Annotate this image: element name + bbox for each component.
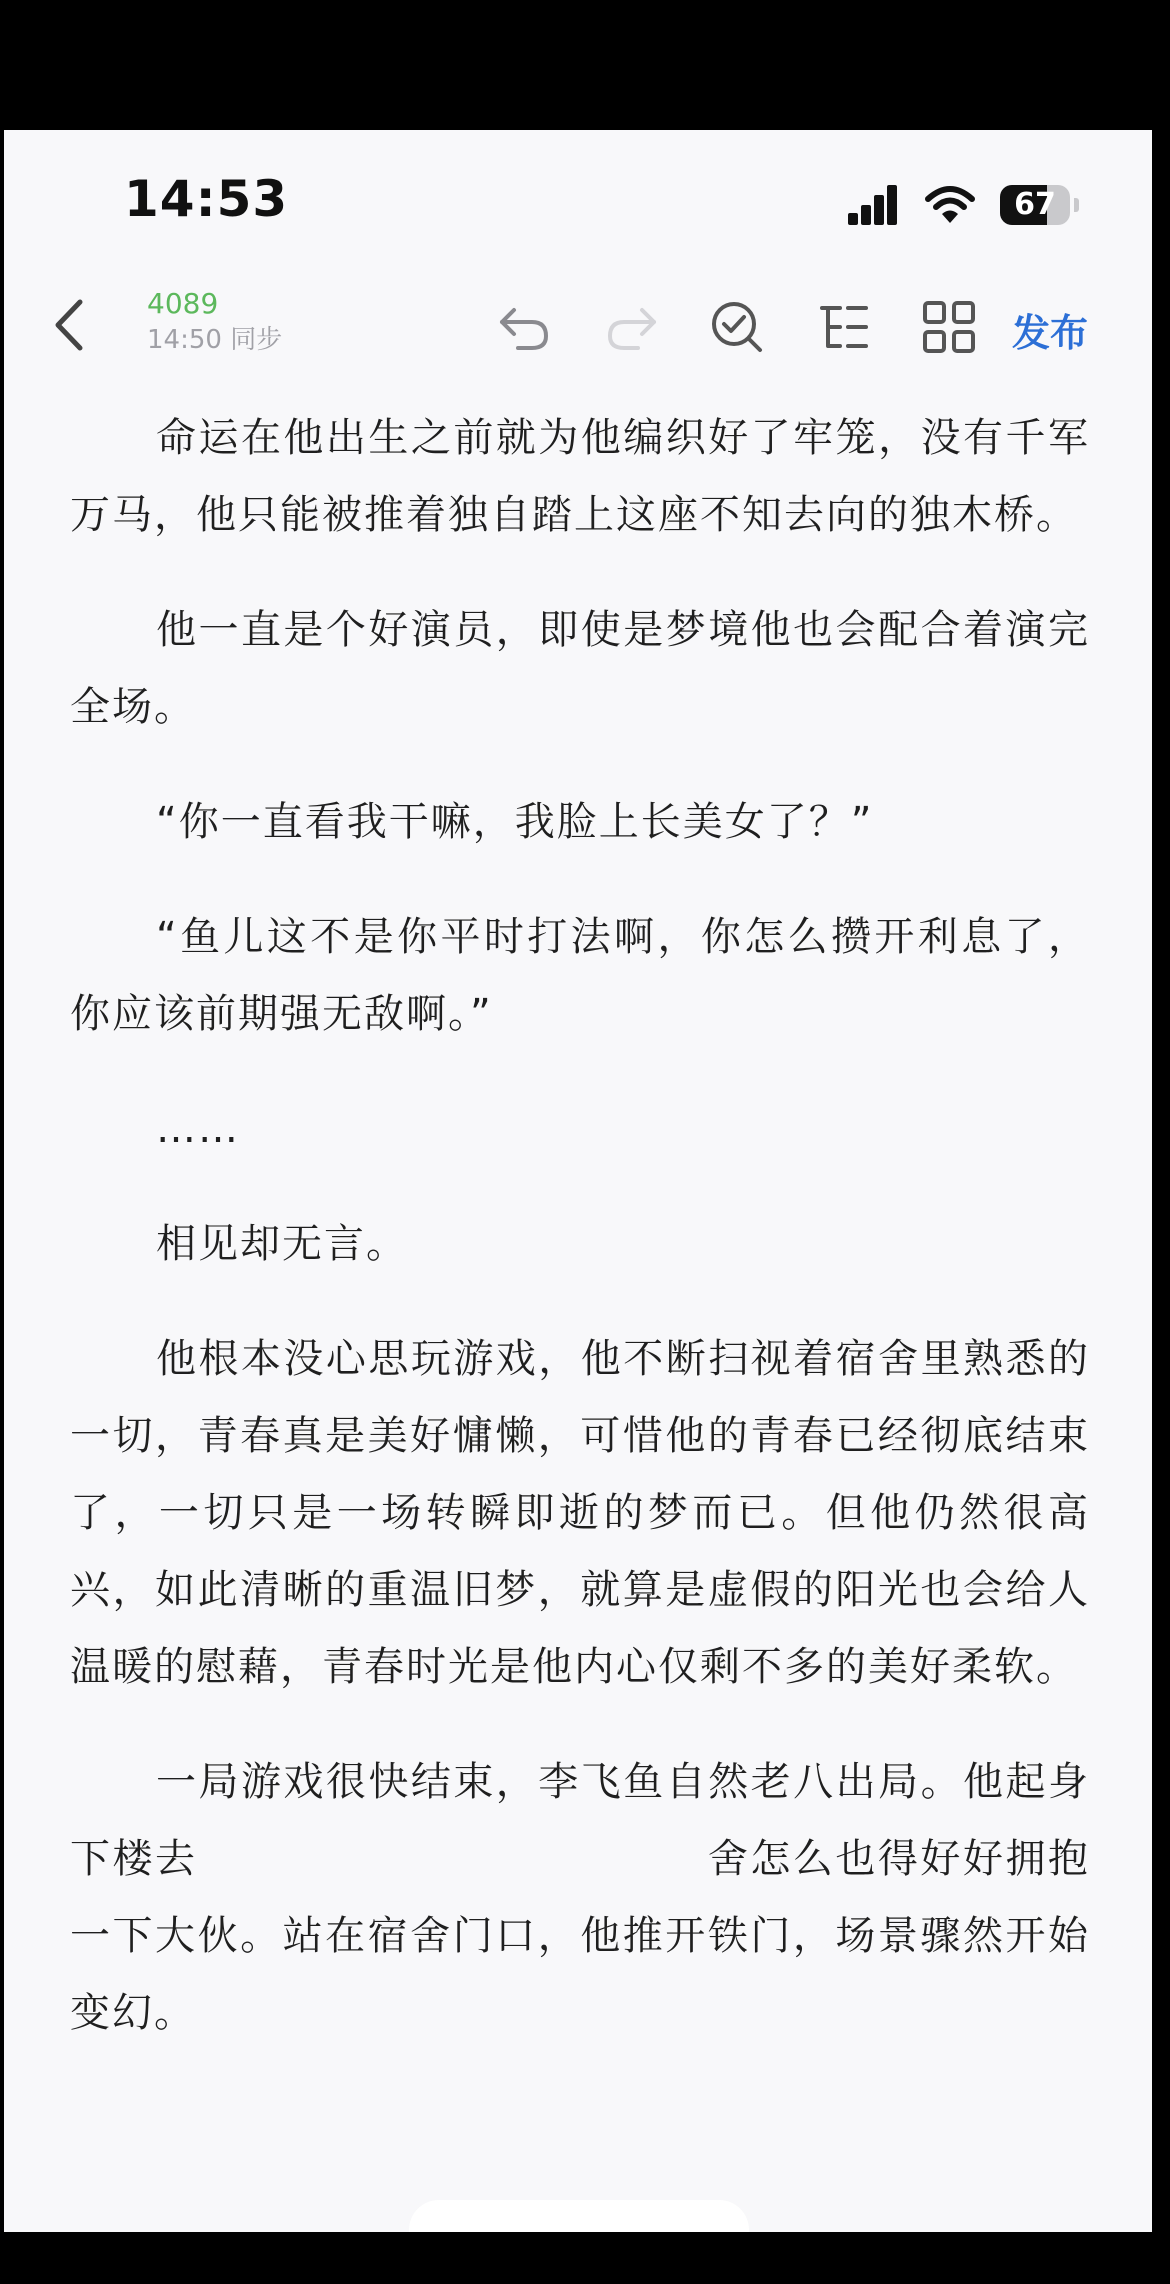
paragraph-7[interactable]: 他根本没心思玩游戏，他不断扫视着宿舍里熟悉的一切，青春真是美好慵懒，可惜他的青春已经彻底结束了，一切只是一场转瞬即逝的梦而已。但他仍然很高兴，如此清晰的重温旧梦，就算是虚假的阳光也会给人温暖的慰藉，青春时光是他内心仅剩不多的美好柔软。 bbox=[70, 1336, 1090, 1690]
grid-icon bbox=[920, 298, 978, 356]
check-search-icon bbox=[708, 298, 766, 356]
back-icon bbox=[44, 290, 104, 360]
publish-button[interactable]: 发布 bbox=[1012, 311, 1089, 355]
wifi-icon bbox=[924, 185, 976, 225]
status-icons bbox=[840, 185, 1080, 231]
outline-icon bbox=[814, 298, 872, 356]
paragraph-6[interactable]: 相见却无言。 bbox=[156, 1221, 408, 1267]
undo-button[interactable] bbox=[496, 298, 554, 356]
paragraph-8[interactable]: 一局游戏很快结束，李飞鱼自然老八出局。他起身下楼去 舍怎么也得好好拥抱一下大伙。站在宿舍门口，他推开铁门，场景骤然开始变幻。 bbox=[70, 1759, 1090, 2036]
bottom-pill bbox=[409, 2200, 749, 2232]
cellular-signal-icon bbox=[848, 185, 896, 225]
redo-button[interactable] bbox=[602, 298, 660, 356]
back-button[interactable] bbox=[44, 290, 104, 360]
editor-content[interactable] bbox=[70, 400, 1090, 2090]
proofread-button[interactable] bbox=[708, 298, 766, 356]
editor-screen bbox=[4, 130, 1152, 2232]
paragraph-2[interactable]: 他一直是个好演员，即使是梦境他也会配合着演完全场。 bbox=[70, 607, 1090, 730]
battery-level: 67 bbox=[1014, 187, 1056, 222]
word-count: 4089 bbox=[147, 287, 219, 320]
paragraph-1[interactable]: 命运在他出生之前就为他编织好了牢笼，没有千军万马，他只能被推着独自踏上这座不知去向的独木桥。 bbox=[70, 415, 1090, 538]
document-info bbox=[147, 286, 282, 358]
paragraph-5[interactable]: …… bbox=[156, 1106, 240, 1152]
outline-button[interactable] bbox=[814, 298, 872, 356]
battery-icon bbox=[1000, 185, 1070, 225]
grid-view-button[interactable] bbox=[920, 298, 978, 356]
editor-toolbar bbox=[4, 270, 1152, 380]
undo-icon bbox=[496, 298, 554, 356]
paragraph-3[interactable]: “你一直看我干嘛，我脸上长美女了？” bbox=[156, 799, 874, 845]
status-time: 14:53 bbox=[124, 170, 289, 228]
sync-status: 14:50 同步 bbox=[147, 325, 283, 355]
redo-icon bbox=[602, 298, 660, 356]
paragraph-4[interactable]: “鱼儿这不是你平时打法啊，你怎么攒开利息了，你应该前期强无敌啊。” bbox=[70, 914, 1090, 1037]
battery-cap bbox=[1074, 198, 1079, 212]
